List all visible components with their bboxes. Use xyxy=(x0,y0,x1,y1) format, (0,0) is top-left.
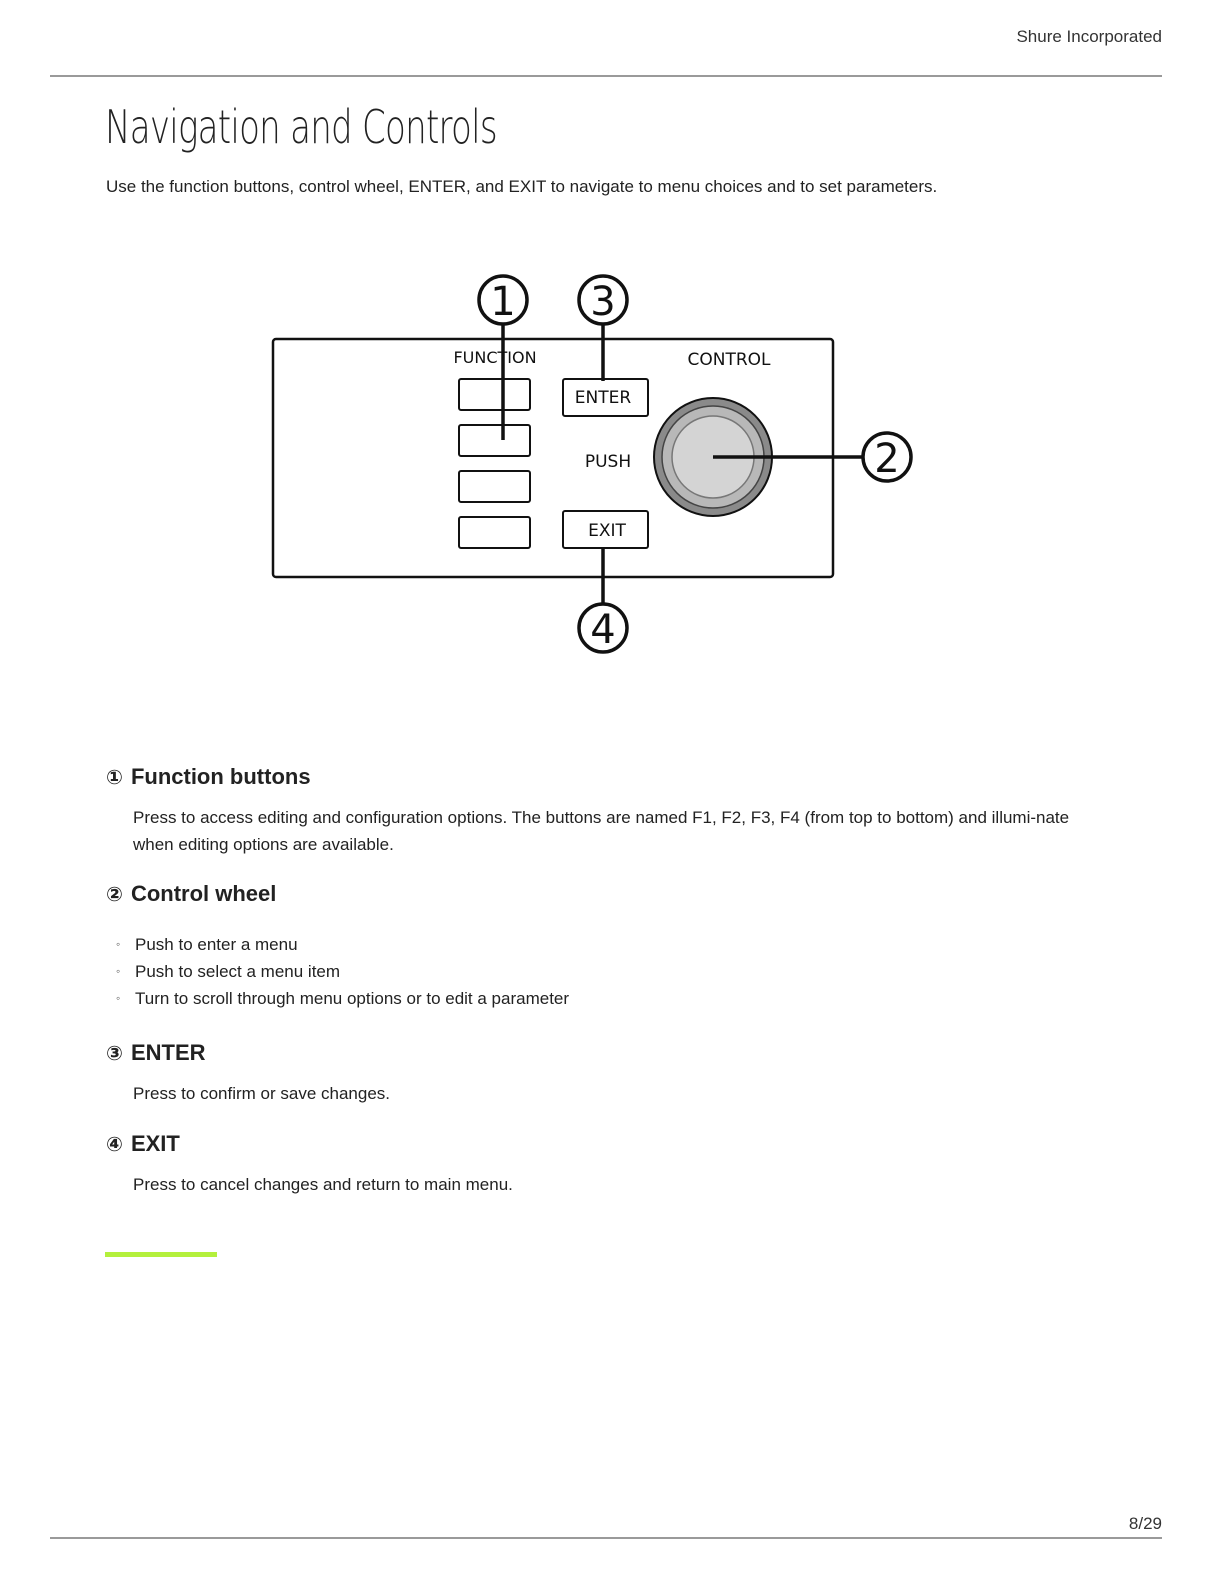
section-exit xyxy=(106,1131,1093,1198)
section-title: Control wheel xyxy=(130,881,277,906)
footer-divider xyxy=(50,1537,1162,1539)
exit-button-label: EXIT xyxy=(588,521,626,541)
section-body: Press to access editing and configuration options. The buttons are named F1, F2, F3, F4 (from top to bottom) and illumi-nate when editing options are available. xyxy=(133,808,1070,854)
list-item xyxy=(106,985,569,1012)
company-name: Shure Incorporated xyxy=(1016,27,1162,46)
section-number: ③ xyxy=(106,1042,123,1065)
push-label: PUSH xyxy=(584,452,632,472)
control-wheel-list xyxy=(106,931,569,1012)
section-body: Press to cancel changes and return to main menu. xyxy=(133,1175,513,1194)
section-body: Press to confirm or save changes. xyxy=(133,1084,391,1103)
section-heading xyxy=(106,1131,1093,1157)
section-title: Function buttons xyxy=(130,764,311,789)
accent-bar xyxy=(105,1252,217,1257)
list-item-text: Push to enter a menu xyxy=(135,935,298,954)
callout-number-4: 4 xyxy=(590,607,616,653)
section-title: EXIT xyxy=(130,1131,180,1156)
list-item xyxy=(106,958,569,985)
section-function-buttons xyxy=(106,764,1083,858)
intro-text: Use the function buttons, control wheel, ENTER, and EXIT to navigate to menu choices and to set parameters. xyxy=(106,177,938,196)
bullet-icon: ◦ xyxy=(116,937,121,951)
enter-button-label: ENTER xyxy=(574,388,632,408)
list-item xyxy=(106,931,569,958)
callout-number-2: 2 xyxy=(874,436,900,482)
section-heading xyxy=(106,764,1083,790)
section-heading xyxy=(106,881,569,907)
function-label: FUNCTION xyxy=(453,348,537,367)
section-number: ① xyxy=(106,766,123,789)
list-item-text: Turn to scroll through menu options or to edit a parameter xyxy=(135,989,570,1008)
section-heading xyxy=(106,1040,1093,1066)
function-button-f3 xyxy=(459,471,530,502)
page-title: Navigation and Controls xyxy=(105,100,497,154)
controls-diagram xyxy=(0,0,1224,700)
control-label: CONTROL xyxy=(687,350,771,370)
section-control-wheel xyxy=(106,881,569,1012)
function-button-f1 xyxy=(459,379,530,410)
callout-number-3: 3 xyxy=(590,279,616,325)
function-button-f4 xyxy=(459,517,530,548)
page-number: 8/29 xyxy=(1128,1514,1162,1533)
list-item-text: Push to select a menu item xyxy=(135,962,341,981)
bullet-icon: ◦ xyxy=(116,991,121,1005)
function-button-f2 xyxy=(459,425,530,456)
section-title: ENTER xyxy=(130,1040,206,1065)
section-number: ④ xyxy=(106,1133,123,1156)
bullet-icon: ◦ xyxy=(116,964,121,978)
section-enter xyxy=(106,1040,1093,1107)
section-number: ② xyxy=(106,883,123,906)
callout-number-1: 1 xyxy=(490,279,516,325)
